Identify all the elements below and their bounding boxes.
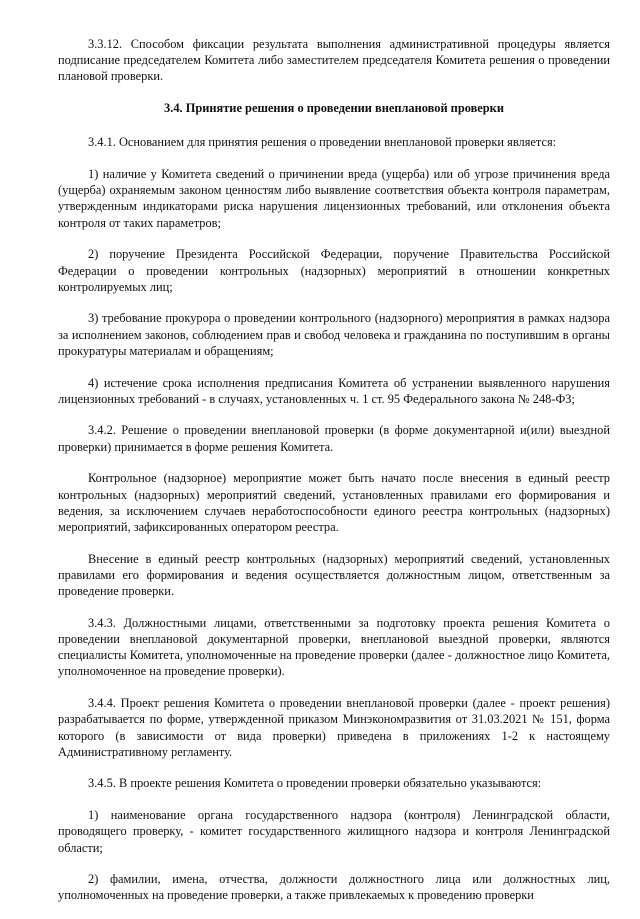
paragraph-3-3-12: 3.3.12. Способом фиксации результата выполнения административной процедуры является подписание председателем Комитета либо заместителем председателя Комитета решения о проведении плановой проверки. <box>58 37 610 84</box>
list-item-4: 4) истечение срока исполнения предписания Комитета об устранении выявленного нарушения лицензионных требований - в случаях, установленных ч. 1 ст. 95 Федерального закона № 248-ФЗ; <box>58 375 610 406</box>
list-item-5-1: 1) наименование органа государственного надзора (контроля) Ленинградской области, проводящего проверку, - комитет государственного жилищного надзора и контроля Ленинградской области; <box>58 808 610 855</box>
paragraph-3-4-1: 3.4.1. Основанием для принятия решения о проведении внеплановой проверки является: <box>88 135 557 150</box>
paragraph-3-4-2: 3.4.2. Решение о проведении внеплановой проверки (в форме документарной и(или) выездной проверки) принимается в форме решения Комитета. <box>58 423 610 454</box>
list-item-1: 1) наличие у Комитета сведений о причинении вреда (ущерба) или об угрозе причинения вреда (ущерба) охраняемым законом ценностям либо выявление соответствия объекта контроля параметрам, утвержденным индикаторами риска нарушения лицензионных требований, или отклонения объекта контроля от таких параметров; <box>58 167 610 230</box>
list-item-2: 2) поручение Президента Российской Федерации, поручение Правительства Российской Федерации о проведении контрольных (надзорных) мероприятий в отношении конкретных контролируемых лиц; <box>58 247 610 294</box>
paragraph-3-4-5: 3.4.5. В проекте решения Комитета о проведении проверки обязательно указываются: <box>88 776 542 791</box>
document-page <box>58 36 610 919</box>
paragraph-registry-entry: Внесение в единый реестр контрольных (надзорных) мероприятий сведений, установленных правилами его формирования и ведения осуществляется должностным лицом, ответственным за проведение проверки. <box>58 551 610 599</box>
section-heading-3-4: 3.4. Принятие решения о проведении внеплановой проверки <box>164 101 504 116</box>
list-item-3: 3) требование прокурора о проведении контрольного (надзорного) мероприятия в рамках надзора за исполнением законов, соблюдением прав и свобод человека и гражданина по поступившим в органы прокуратуры материалам и обращениям; <box>58 311 610 358</box>
paragraph-3-4-3: 3.4.3. Должностными лицами, ответственными за подготовку проекта решения Комитета о проведении внеплановой документарной проверки, внеплановой выездной проверки, являются специалисты Комитета, уполномоченные на проведение проверки (далее - должностное лицо Комитета, уполномоченное на проведение проверки). <box>58 615 610 679</box>
paragraph-3-4-4: 3.4.4. Проект решения Комитета о проведении внеплановой проверки (далее - проект решения) разрабатывается по форме, утвержденной приказом Минэкономразвития от 31.03.2021 № 151, форма которого (в зависимости от вида проверки) приведена в приложениях 1-2 к настоящему Административному регламенту. <box>58 696 610 759</box>
list-item-5-2: 2) фамилии, имена, отчества, должности должностного лица или должностных лиц, уполномоченных на проведение проверки, а также привлекаемых к проведению проверки <box>58 872 610 903</box>
paragraph-registry-start: Контрольное (надзорное) мероприятие может быть начато после внесения в единый реестр контрольных (надзорных) мероприятий сведений, установленных правилами его формирования и ведения, за исключением случаев неработоспособности единого реестра контрольных (надзорных) мероприятий, зафиксированных оператором реестра. <box>58 471 610 534</box>
